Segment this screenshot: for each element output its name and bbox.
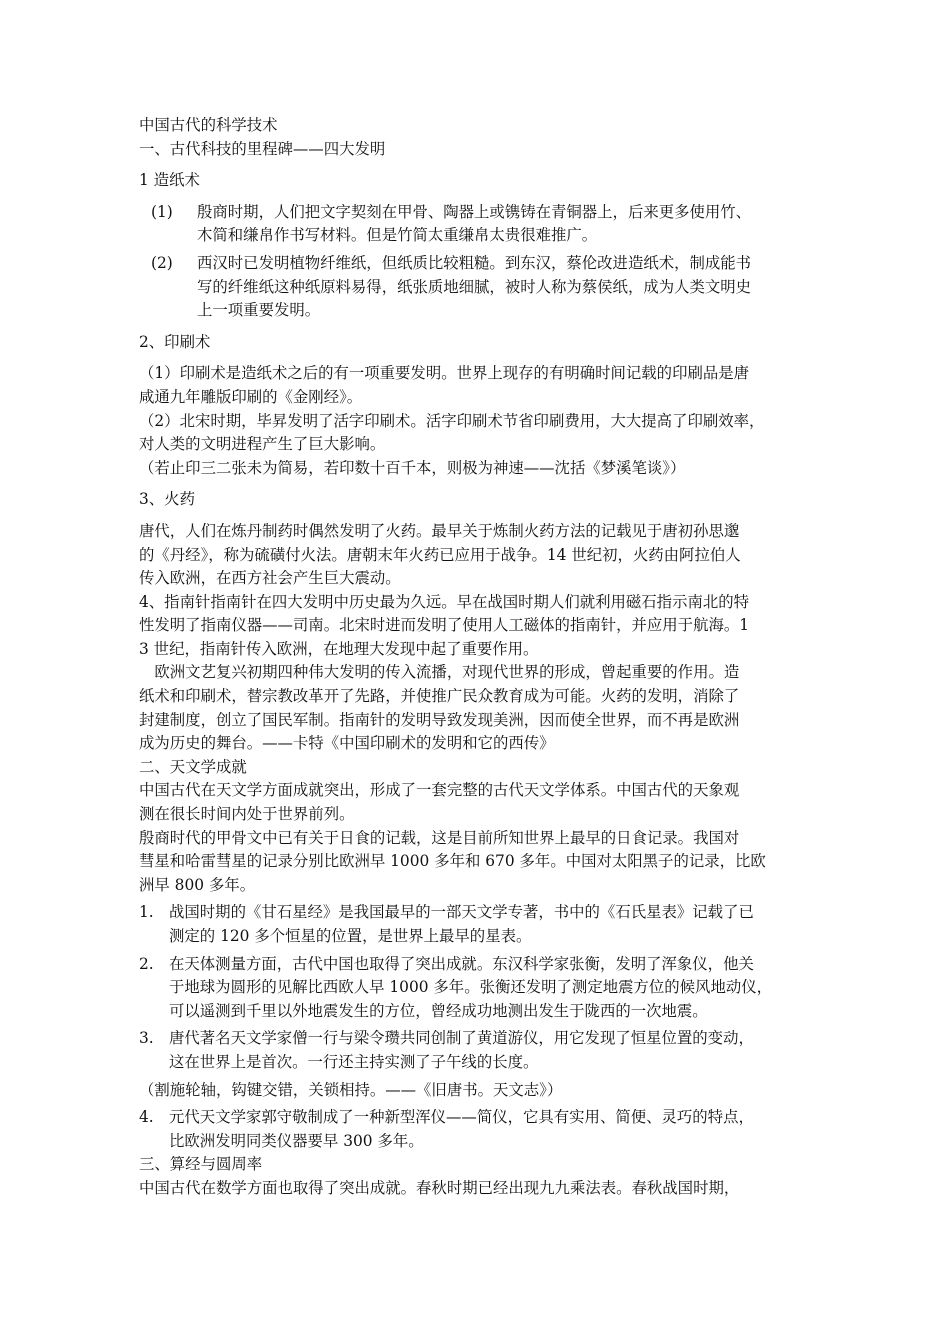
text-line: 在天体测量方面，古代中国也取得了突出成就。东汉科学家张衡，发明了浑象仪，他关 (169, 954, 754, 973)
section3-heading: 三、算经与圆周率 (139, 1155, 263, 1174)
text-line: 殷商时期，人们把文字契刻在甲骨、陶器上或镌铸在青铜器上，后来更多使用竹、 (197, 202, 752, 221)
text-line: （2）北宋时期，毕昇发明了活字印刷术。活字印刷术节省印刷费用，大大提高了印刷效率， (139, 411, 765, 430)
text-line: 可以遥测到千里以外地震发生的方位，曾经成功地测出发生于陇西的一次地震。 (169, 1001, 708, 1020)
item-text (197, 252, 824, 323)
text-line: 4、指南针指南针在四大发明中历史最为久远。早在战国时期人们就利用磁石指示南北的特 (139, 592, 750, 611)
item-text (169, 953, 824, 1024)
text-line: 成为历史的舞台。——卡特《中国印刷术的发明和它的西传》 (139, 734, 555, 753)
section2-heading: 二、天文学成就 (139, 757, 247, 776)
paper-heading: 1 造纸术 (139, 171, 200, 190)
text-line: 性发明了指南仪器——司南。北宋时进而发明了使用人工磁体的指南针，并应用于航海。1 (139, 616, 750, 635)
tang-quote: （割施轮轴，钩键交错，关锁相持。——《旧唐书。天文志》） (139, 1080, 563, 1099)
text-line: 唐代，人们在炼丹制药时偶然发明了火药。最早关于炼制火药方法的记载见于唐初孙思邈 (139, 521, 740, 540)
doc-title: 中国古代的科学技术 (139, 116, 278, 134)
text-line: （1）印刷术是造纸术之后的有一项重要发明。世界上现存的有明确时间记载的印刷品是唐 (139, 364, 750, 383)
astronomy-item-4 (139, 1106, 824, 1153)
item-text (169, 1106, 824, 1153)
text-line: 咸通九年雕版印刷的《金刚经》。 (139, 387, 363, 406)
item-text (197, 201, 824, 248)
document-body (139, 114, 824, 1201)
printing-paragraph (139, 362, 824, 480)
item-number: 4. (139, 1108, 154, 1127)
compass-paragraph (139, 591, 824, 662)
math-paragraph (139, 1177, 824, 1201)
text-line: 测在很长时间内处于世界前列。 (139, 805, 355, 824)
text-line: 3 世纪，指南针传入欧洲，在地理大发现中起了重要作用。 (139, 639, 539, 658)
text-line: 西汉时已发明植物纤维纸，但纸质比较粗糙。到东汉，蔡伦改进造纸术，制成能书 (197, 253, 752, 272)
text-line: 传入欧洲，在西方社会产生巨大震动。 (139, 569, 401, 588)
text-line: 测定的 120 多个恒星的位置，是世界上最早的星表。 (169, 927, 532, 945)
text-line: 的《丹经》，称为硫磺付火法。唐朝末年火药已应用于战争。14 世纪初，火药由阿拉伯人 (139, 545, 741, 564)
printing-heading: 2、印刷术 (139, 332, 211, 351)
text-line: 这在世界上是首次。一行还主持实测了子午线的长度。 (169, 1052, 539, 1071)
text-line: 元代天文学家郭守敬制成了一种新型浑仪——简仪，它具有实用、简便、灵巧的特点， (169, 1108, 754, 1127)
item-number: (2) (151, 253, 173, 272)
text-line: 洲早 800 多年。 (139, 875, 256, 894)
text-line: 对人类的文明进程产生了巨大影响。 (139, 435, 386, 454)
item-text (169, 901, 824, 948)
astronomy-item-3 (139, 1027, 824, 1074)
paper-item-2 (139, 252, 824, 323)
text-line: 纸术和印刷术，替宗教改革开了先路，并使推广民众教育成为可能。火药的发明，消除了 (139, 687, 740, 706)
item-number: 3. (139, 1029, 154, 1048)
text-line: 比欧洲发明同类仪器要早 300 多年。 (169, 1131, 424, 1150)
item-number: (1) (151, 202, 173, 221)
astronomy-intro (139, 779, 824, 897)
text-line: 中国古代在数学方面也取得了突出成就。春秋时期已经出现九九乘法表。春秋战国时期， (139, 1178, 740, 1197)
text-line: 欧洲文艺复兴初期四种伟大发明的传入流播，对现代世界的形成，曾起重要的作用。造 (139, 663, 740, 682)
item-number: 2. (139, 954, 154, 973)
text-line: 殷商时代的甲骨文中已有关于日食的记载，这是目前所知世界上最早的日食记录。我国对 (139, 828, 740, 847)
astronomy-item-1 (139, 901, 824, 948)
astronomy-item-2 (139, 953, 824, 1024)
text-line: 中国古代在天文学方面成就突出，形成了一套完整的古代天文学体系。中国古代的天象观 (139, 781, 740, 800)
text-line: 彗星和哈雷彗星的记录分别比欧洲早 1000 多年和 670 多年。中国对太阳黑子的记录，比欧 (139, 852, 766, 871)
paper-item-1 (139, 201, 824, 248)
text-line: 于地球为圆形的见解比西欧人早 1000 多年。张衡还发明了测定地震方位的候风地动仪， (169, 978, 773, 997)
item-number: 1. (139, 903, 154, 922)
item-text (169, 1027, 824, 1074)
section1-heading: 一、古代科技的里程碑——四大发明 (139, 139, 386, 158)
carter-quote-paragraph (139, 661, 824, 755)
text-line: 封建制度，创立了国民军制。指南针的发明导致发现美洲，因而使全世界，而不再是欧洲 (139, 710, 740, 729)
text-line: 唐代著名天文学家僧一行与梁令瓒共同创制了黄道游仪，用它发现了恒星位置的变动， (169, 1029, 754, 1048)
gunpowder-heading: 3、火药 (139, 490, 195, 509)
text-line: 战国时期的《甘石星经》是我国最早的一部天文学专著，书中的《石氏星表》记载了已 (169, 903, 754, 922)
text-line: 写的纤维纸这种纸原料易得，纸张质地细腻，被时人称为蔡侯纸，成为人类文明史 (197, 277, 752, 296)
gunpowder-paragraph (139, 520, 824, 591)
text-line: 木简和缣帛作书写材料。但是竹简太重缣帛太贵很难推广。 (197, 226, 598, 245)
text-line: （若止印三二张未为简易，若印数十百千本，则极为神速——沈括《梦溪笔谈》） (139, 458, 686, 477)
text-line: 上一项重要发明。 (197, 301, 321, 320)
